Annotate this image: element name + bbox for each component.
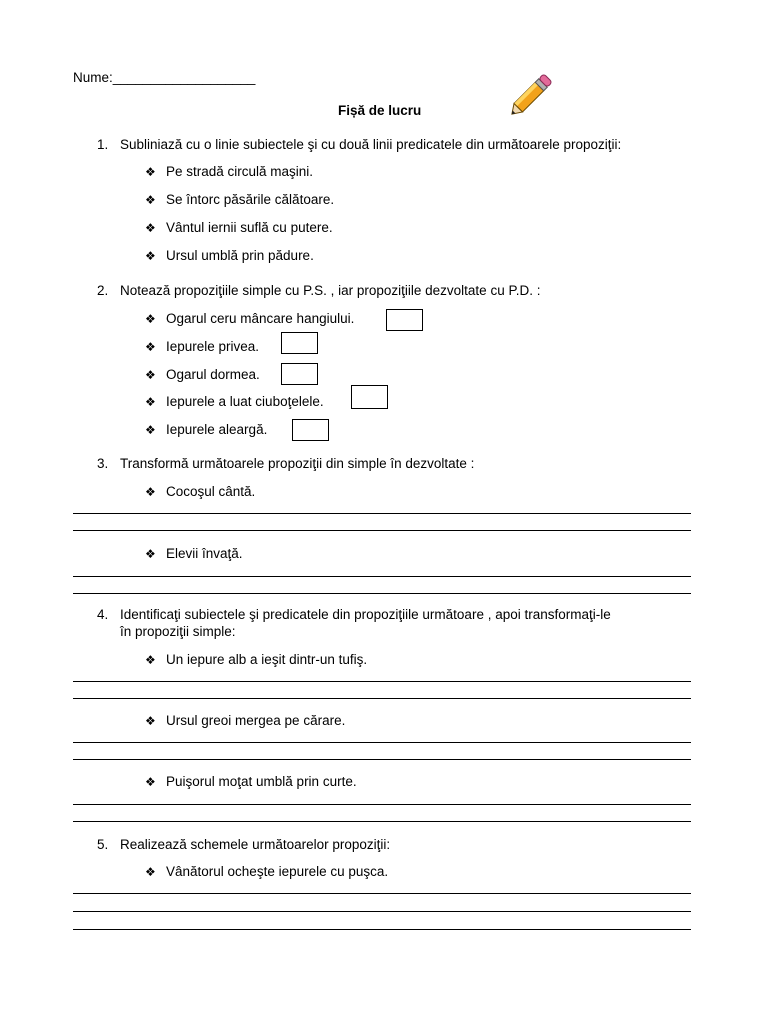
task-4-text-line2: în propoziţii simple: [120, 624, 236, 639]
bullet-icon: ❖ [145, 775, 156, 789]
task-2-item-2: Iepurele privea. [166, 339, 260, 354]
task-1-item-2: Se întorc păsările călătoare. [166, 192, 335, 207]
task-2-number: 2. [97, 283, 109, 298]
answer-line[interactable] [73, 742, 691, 743]
bullet-icon: ❖ [145, 312, 156, 326]
task-2-text: Notează propoziţiile simple cu P.S. , iar propoziţiile dezvoltate cu P.D. : [120, 283, 541, 298]
answer-box[interactable] [281, 363, 318, 385]
answer-line[interactable] [73, 530, 691, 531]
task-3-text: Transformă următoarele propoziţii din simple în dezvoltate : [120, 456, 475, 471]
answer-line[interactable] [73, 759, 691, 760]
answer-line[interactable] [73, 513, 691, 514]
bullet-icon: ❖ [145, 249, 156, 263]
name-field[interactable] [73, 71, 255, 85]
task-1-item-4: Ursul umblă prin pădure. [166, 248, 314, 263]
answer-line[interactable] [73, 804, 691, 805]
task-5-item-1: Vânătorul ocheşte iepurele cu puşca. [166, 864, 389, 879]
task-1-item-3: Vântul iernii suflă cu putere. [166, 220, 333, 235]
bullet-icon: ❖ [145, 547, 156, 561]
bullet-icon: ❖ [145, 714, 156, 728]
bullet-icon: ❖ [145, 165, 156, 179]
pencil-icon [504, 68, 558, 122]
task-3-item-2: Elevii învaţă. [166, 546, 243, 561]
task-2-item-5: Iepurele aleargă. [166, 422, 268, 437]
answer-line[interactable] [73, 929, 691, 930]
bullet-icon: ❖ [145, 865, 156, 879]
task-3-item-1: Cocoşul cântă. [166, 484, 256, 499]
task-4-number: 4. [97, 607, 109, 622]
bullet-icon: ❖ [145, 423, 156, 437]
task-1-number: 1. [97, 137, 109, 152]
task-1-item-1: Pe stradă circulă maşini. [166, 164, 314, 179]
page-title: Fișă de lucru [338, 103, 422, 118]
answer-box[interactable] [281, 332, 318, 354]
answer-line[interactable] [73, 593, 691, 594]
name-blank: ___________________ [112, 70, 256, 85]
answer-line[interactable] [73, 911, 691, 912]
answer-box[interactable] [351, 385, 388, 409]
task-3-number: 3. [97, 456, 109, 471]
answer-line[interactable] [73, 893, 691, 894]
task-2-item-4: Iepurele a luat ciuboţelele. [166, 394, 324, 409]
task-2-item-3: Ogarul dormea. [166, 367, 260, 382]
task-5-number: 5. [97, 837, 109, 852]
answer-line[interactable] [73, 698, 691, 699]
task-5-text: Realizează schemele următoarelor propoziţii: [120, 837, 391, 852]
task-2-item-1: Ogarul ceru mâncare hangiului. [166, 311, 355, 326]
bullet-icon: ❖ [145, 340, 156, 354]
bullet-icon: ❖ [145, 221, 156, 235]
task-4-item-3: Puişorul moţat umblă prin curte. [166, 774, 357, 789]
task-4-item-2: Ursul greoi mergea pe cărare. [166, 713, 346, 728]
bullet-icon: ❖ [145, 653, 156, 667]
answer-line[interactable] [73, 681, 691, 682]
answer-box[interactable] [292, 419, 329, 441]
bullet-icon: ❖ [145, 395, 156, 409]
answer-line[interactable] [73, 821, 691, 822]
task-4-text-line1: Identificaţi subiectele şi predicatele din propoziţiile următoare , apoi transformaţi-le [120, 607, 611, 622]
answer-box[interactable] [386, 309, 423, 331]
task-1-text: Subliniază cu o linie subiectele şi cu două linii predicatele din următoarele propoziţii: [120, 137, 622, 152]
bullet-icon: ❖ [145, 485, 156, 499]
bullet-icon: ❖ [145, 368, 156, 382]
task-4-item-1: Un iepure alb a ieşit dintr-un tufiş. [166, 652, 368, 667]
name-label: Nume: [73, 70, 113, 85]
answer-line[interactable] [73, 576, 691, 577]
bullet-icon: ❖ [145, 193, 156, 207]
